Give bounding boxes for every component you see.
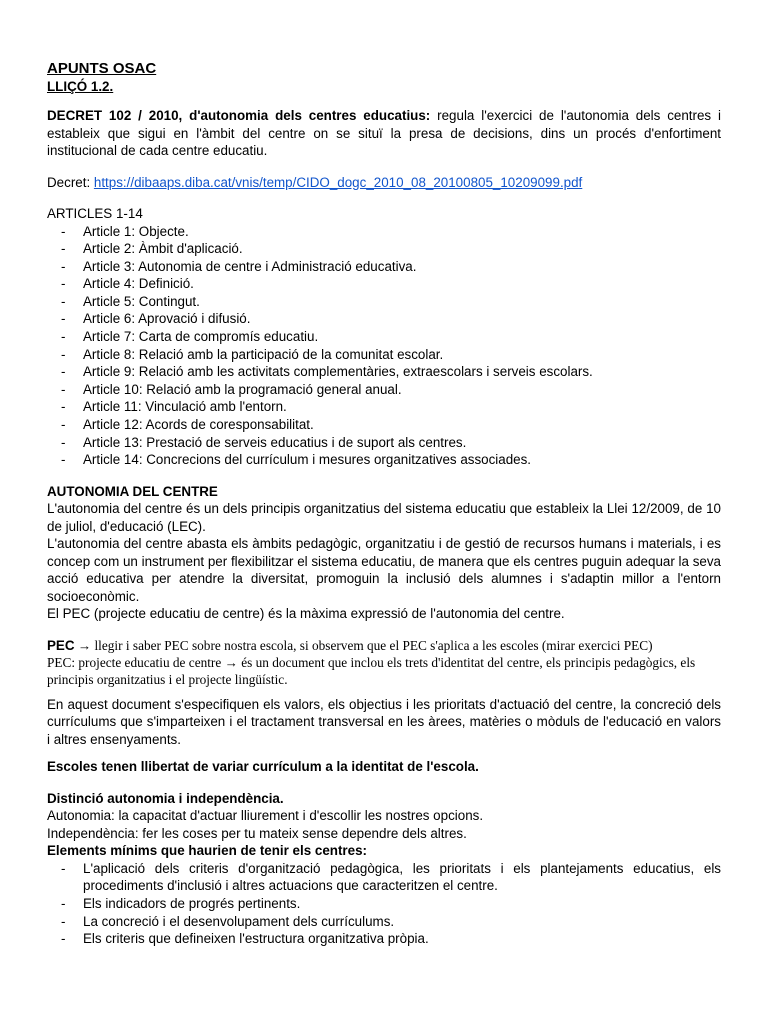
decree-title: DECRET 102 / 2010, d'autonomia dels centres educatius:	[47, 108, 431, 123]
list-item: - Article 12: Acords de coresponsabilitat.	[47, 416, 721, 434]
list-item: - Article 7: Carta de compromís educatiu.	[47, 328, 721, 346]
list-item: - Article 13: Prestació de serveis educatius i de suport als centres.	[47, 434, 721, 452]
autonomia-paragraph-2: L'autonomia del centre abasta els àmbits pedagògic, organitzatiu i de gestió de recursos humans i materials, i es concep com un instrument per flexibilitzar el sistema educatiu, de manera que els centres puguin adequar la seva acció educativa per atendre la diversitat, promoguin la inclusió dels alumnes i s'adaptin millor a l'entorn socioeconòmic.	[47, 536, 721, 604]
list-item: - Article 5: Contingut.	[47, 293, 721, 311]
decree-text: regula l'exercici de l'autonomia dels centres i estableix que sigui en l'àmbit del centre on se situï la presa de decisions, dins un procés d'enfortiment institucional de cada centre educatiu.	[47, 108, 721, 158]
independencia-definition: Independència: fer les coses per tu mateix sense dependre dels altres.	[47, 825, 467, 841]
decree-link[interactable]: https://dibaaps.diba.cat/vnis/temp/CIDO_dogc_2010_08_20100805_10209099.pdf	[93, 174, 583, 190]
list-item: - Article 9: Relació amb les activitats complementàries, extraescolars i serveis escolars.	[47, 363, 721, 381]
autonomia-definition: Autonomia: la capacitat d'actuar lliurement i d'escollir les nostres opcions.	[47, 808, 484, 824]
autonomia-paragraph-1: L'autonomia del centre és un dels principis organitzatius del sistema educatiu que estableix la Llei 12/2009, de 10 de juliol, d'educació (LEC).	[47, 501, 721, 534]
list-item: - Article 3: Autonomia de centre i Administració educativa.	[47, 258, 721, 276]
autonomia-heading: AUTONOMIA DEL CENTRE	[47, 483, 218, 499]
list-item: - Article 1: Objecte.	[47, 223, 721, 241]
list-item: - Article 11: Vinculació amb l'entorn.	[47, 398, 721, 416]
pec-line-2: PEC: projecte educatiu de centre → és un document que inclou els trets d'identitat del centre, els principis pedagògics, els principis organitzatius i el projecte lingüístic.	[47, 654, 696, 687]
elements-heading: Elements mínims que haurien de tenir els centres:	[47, 843, 367, 859]
autonomia-paragraph-3: El PEC (projecte educatiu de centre) és la màxima expressió de l'autonomia del centre.	[47, 606, 565, 622]
lesson-subtitle: LLIÇÓ 1.2.	[47, 79, 114, 94]
pec-line-1	[47, 637, 721, 654]
distincio-heading: Distinció autonomia i independència.	[47, 790, 284, 806]
articles-heading: ARTICLES 1-14	[47, 206, 143, 221]
list-item: - Article 8: Relació amb la participació de la comunitat escolar.	[47, 346, 721, 364]
list-item: - Article 6: Aprovació i difusió.	[47, 310, 721, 328]
list-item: - Article 10: Relació amb la programació general anual.	[47, 381, 721, 399]
list-item: - La concreció i el desenvolupament dels currículums.	[47, 913, 721, 931]
decree-paragraph	[47, 107, 721, 160]
list-item: - Article 2: Àmbit d'aplicació.	[47, 240, 721, 258]
document-title: APUNTS OSAC	[47, 60, 157, 77]
list-item: - Els criteris que defineixen l'estructura organitzativa pròpia.	[47, 930, 721, 948]
pec-line-1-text: → llegir i saber PEC sobre nostra escola, si observem que el PEC s'aplica a les escoles (mirar exercici PEC)	[74, 637, 653, 653]
list-item: - Article 4: Definició.	[47, 275, 721, 293]
llibertat-statement: Escoles tenen llibertat de variar currículum a la identitat de l'escola.	[47, 759, 479, 775]
list-item: - L'aplicació dels criteris d'organització pedagògica, les prioritats i els plantejaments educatius, els procediments d'inclusió i altres actuacions que caracteritzen el centre.	[47, 860, 721, 895]
list-item: - Article 14: Concrecions del currículum i mesures organitzatives associades.	[47, 451, 721, 469]
decree-link-line	[47, 174, 721, 192]
elements-list	[47, 860, 721, 948]
decree-link-label: Decret:	[47, 174, 94, 190]
pec-label: PEC	[47, 637, 75, 653]
pec-paragraph: En aquest document s'especifiquen els valors, els objectius i les prioritats d'actuació del centre, la concreció dels currículums que s'imparteixen i el tractament transversal en les àrees, matèries o mòduls de l'educació en valors i altres ensenyaments.	[47, 696, 721, 747]
list-item: - Els indicadors de progrés pertinents.	[47, 895, 721, 913]
articles-list	[47, 223, 721, 469]
